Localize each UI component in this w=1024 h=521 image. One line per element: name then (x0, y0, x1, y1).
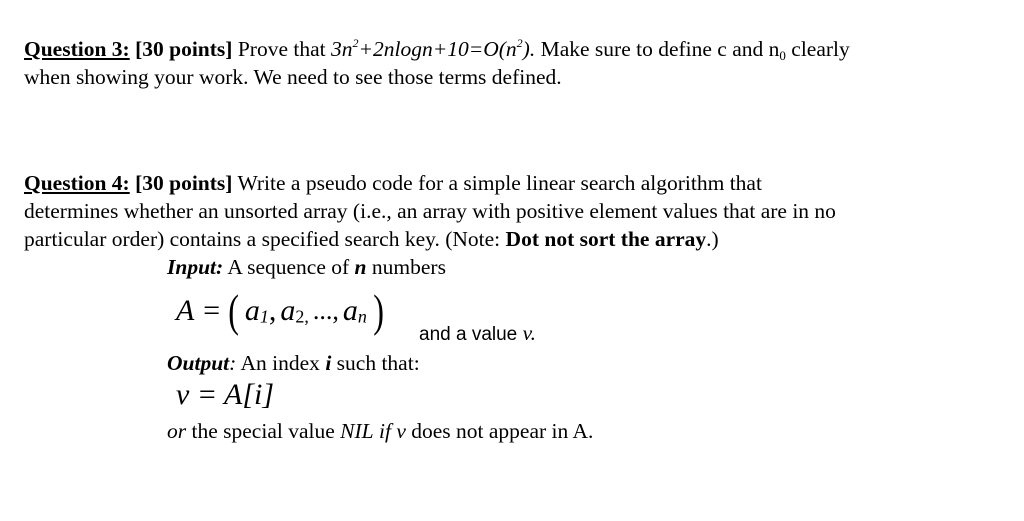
input-n: n (354, 255, 367, 279)
question-3-expression: $3n^2+2nlogn+10=O(n^2)$. (330, 36, 536, 61)
index-formula: v = A[i] (176, 378, 275, 411)
input-line: Input: A sequence of n numbers (167, 255, 446, 279)
question-3-make-sure: Make sure to define c and $n_0$ (540, 37, 786, 63)
question-4-line-1-rest: Write a pseudo code for a simple linear search algorithm that (237, 171, 762, 195)
question-4-line-2: determines whether an unsorted array (i.e., an array with positive element values that are in no (24, 199, 836, 223)
question-3-clearly: clearly (791, 37, 850, 61)
and-value-text: and a value v. (419, 321, 536, 345)
sequence-formula: A = ( a1, a2, ..., an ) (176, 285, 384, 336)
output-label: Output (167, 351, 230, 375)
output-line: Output: An index i such that: (167, 351, 420, 375)
question-3-line-1 (24, 36, 850, 62)
question-4-points: [30 points] (135, 171, 233, 195)
input-label: Input: (167, 255, 224, 279)
nil-value: NIL (340, 419, 374, 443)
question-3-heading: Question 3: (24, 37, 130, 61)
question-4-line-1 (24, 170, 762, 196)
question-4-line-3: particular order) contains a specified search key. (Note: Dot not sort the array.) (24, 227, 719, 251)
output-i: i (325, 351, 332, 375)
nil-line: or the special value NIL if v does not appear in A. (167, 419, 594, 443)
question-3-points: [30 points] (135, 37, 233, 61)
question-4-heading: Question 4: (24, 171, 130, 195)
note-bold-text: Dot not sort the array (505, 227, 707, 251)
question-3-prove-prefix: Prove that (237, 37, 326, 61)
question-3-line-2: when showing your work. We need to see those terms defined. (24, 65, 562, 89)
